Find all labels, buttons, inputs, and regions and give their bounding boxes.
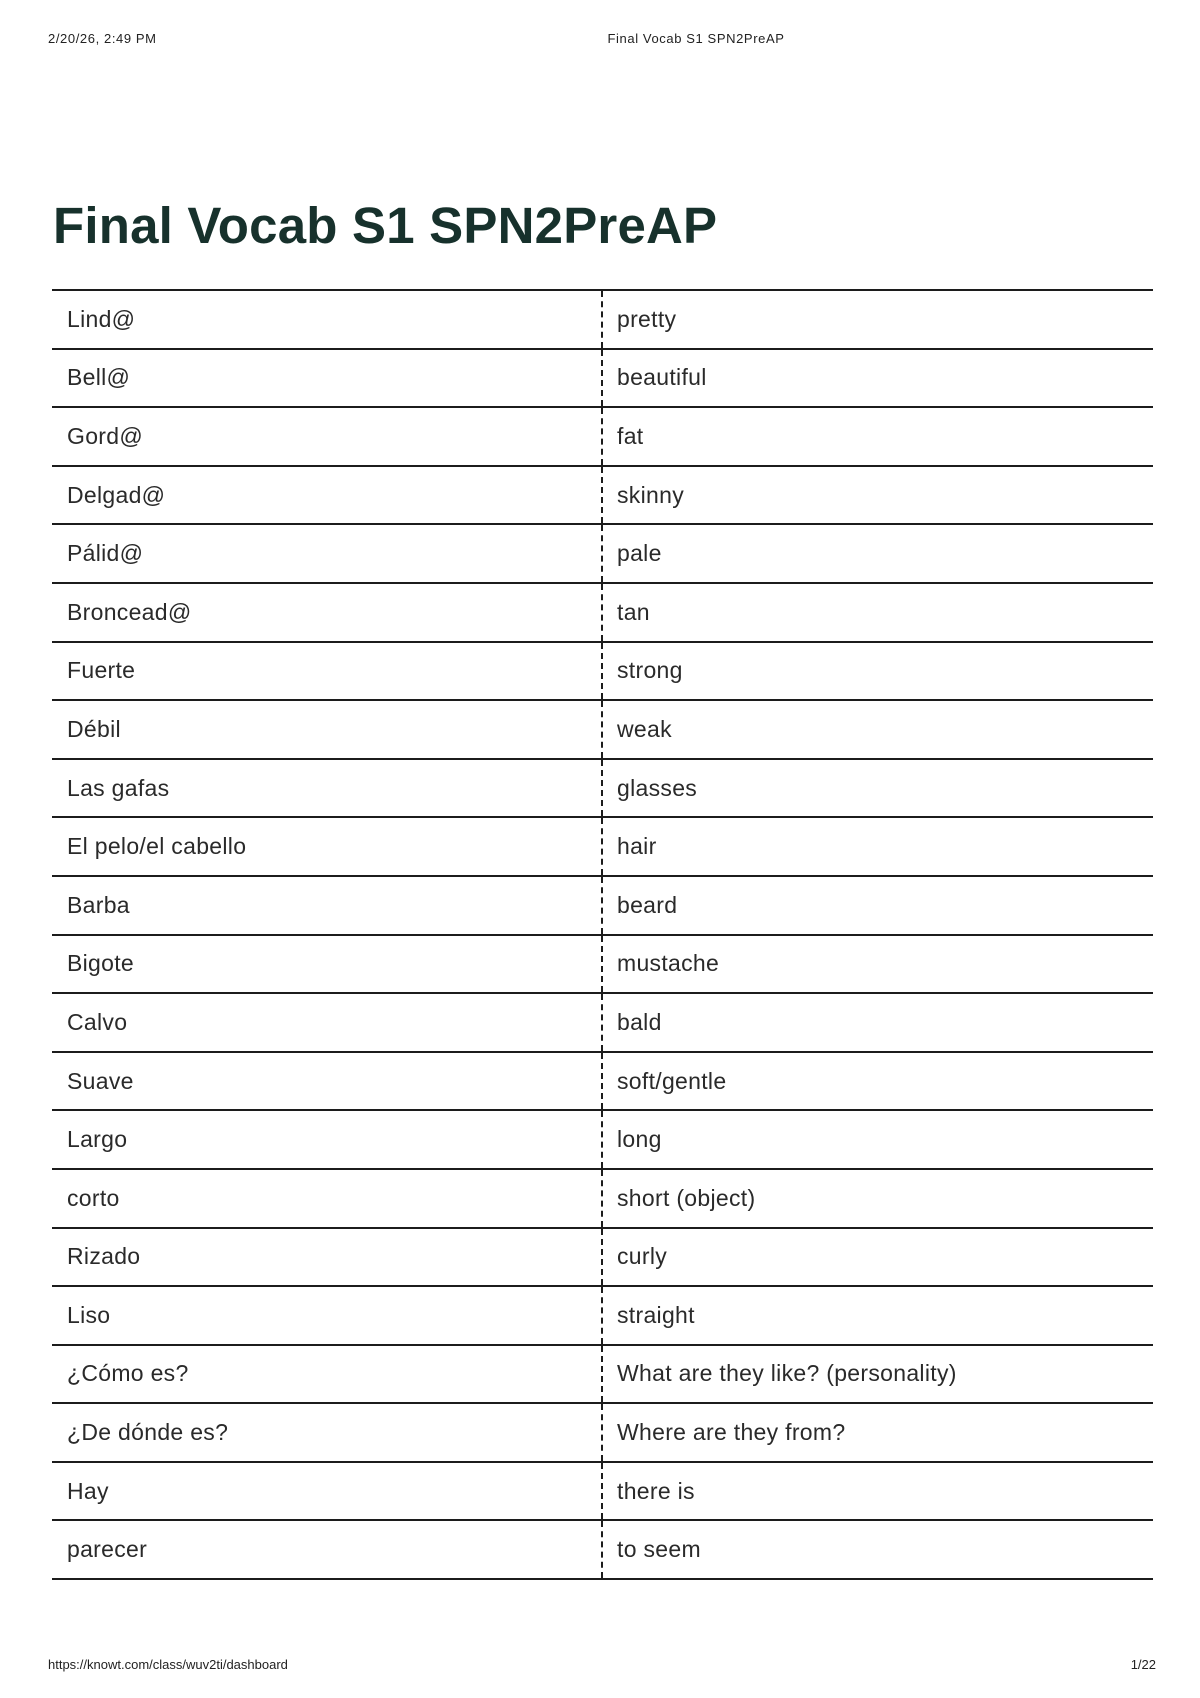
vocab-row: [52, 759, 1153, 818]
definition-cell: long: [602, 1110, 1153, 1169]
term-cell: El pelo/el cabello: [52, 817, 602, 876]
vocab-row: [52, 1403, 1153, 1462]
vocab-row: [52, 817, 1153, 876]
term-cell: parecer: [52, 1520, 602, 1579]
definition-cell: beard: [602, 876, 1153, 935]
vocab-row: [52, 407, 1153, 466]
vocab-row: [52, 466, 1153, 525]
definition-cell: hair: [602, 817, 1153, 876]
term-cell: Calvo: [52, 993, 602, 1052]
vocab-row: [52, 349, 1153, 408]
term-cell: ¿Cómo es?: [52, 1345, 602, 1404]
term-cell: Largo: [52, 1110, 602, 1169]
vocab-row: [52, 642, 1153, 701]
term-cell: Suave: [52, 1052, 602, 1111]
term-cell: Bigote: [52, 935, 602, 994]
definition-cell: fat: [602, 407, 1153, 466]
term-cell: Liso: [52, 1286, 602, 1345]
print-datetime: 2/20/26, 2:49 PM: [48, 31, 157, 46]
vocab-row: [52, 1520, 1153, 1579]
term-cell: corto: [52, 1169, 602, 1228]
vocab-row: [52, 1110, 1153, 1169]
definition-cell: pretty: [602, 290, 1153, 349]
definition-cell: to seem: [602, 1520, 1153, 1579]
vocab-row: [52, 1169, 1153, 1228]
term-cell: Gord@: [52, 407, 602, 466]
vocab-row: [52, 1345, 1153, 1404]
definition-cell: skinny: [602, 466, 1153, 525]
term-cell: Débil: [52, 700, 602, 759]
vocab-row: [52, 290, 1153, 349]
definition-cell: there is: [602, 1462, 1153, 1521]
print-header: [0, 31, 1200, 51]
definition-cell: beautiful: [602, 349, 1153, 408]
term-cell: Pálid@: [52, 524, 602, 583]
definition-cell: strong: [602, 642, 1153, 701]
vocab-row: [52, 1228, 1153, 1287]
term-cell: Las gafas: [52, 759, 602, 818]
vocab-row: [52, 935, 1153, 994]
vocab-table-body: [52, 290, 1153, 1579]
definition-cell: pale: [602, 524, 1153, 583]
vocab-row: [52, 524, 1153, 583]
term-cell: Bell@: [52, 349, 602, 408]
definition-cell: Where are they from?: [602, 1403, 1153, 1462]
definition-cell: What are they like? (personality): [602, 1345, 1153, 1404]
print-footer: [0, 1657, 1200, 1677]
term-cell: ¿De dónde es?: [52, 1403, 602, 1462]
vocab-row: [52, 993, 1153, 1052]
vocab-row: [52, 1052, 1153, 1111]
definition-cell: tan: [602, 583, 1153, 642]
print-footer-url: https://knowt.com/class/wuv2ti/dashboard: [48, 1657, 288, 1672]
definition-cell: soft/gentle: [602, 1052, 1153, 1111]
print-header-title: Final Vocab S1 SPN2PreAP: [607, 31, 785, 46]
page-title: Final Vocab S1 SPN2PreAP: [53, 197, 718, 254]
vocab-row: [52, 876, 1153, 935]
definition-cell: weak: [602, 700, 1153, 759]
term-cell: Lind@: [52, 290, 602, 349]
term-cell: Delgad@: [52, 466, 602, 525]
definition-cell: mustache: [602, 935, 1153, 994]
term-cell: Hay: [52, 1462, 602, 1521]
definition-cell: straight: [602, 1286, 1153, 1345]
vocab-row: [52, 700, 1153, 759]
term-cell: Broncead@: [52, 583, 602, 642]
definition-cell: glasses: [602, 759, 1153, 818]
definition-cell: bald: [602, 993, 1153, 1052]
term-cell: Fuerte: [52, 642, 602, 701]
term-cell: Barba: [52, 876, 602, 935]
definition-cell: short (object): [602, 1169, 1153, 1228]
term-cell: Rizado: [52, 1228, 602, 1287]
vocab-table: [52, 289, 1153, 1580]
vocab-row: [52, 1462, 1153, 1521]
page-number: 1/22: [1130, 1657, 1156, 1672]
definition-cell: curly: [602, 1228, 1153, 1287]
vocab-row: [52, 583, 1153, 642]
vocab-row: [52, 1286, 1153, 1345]
